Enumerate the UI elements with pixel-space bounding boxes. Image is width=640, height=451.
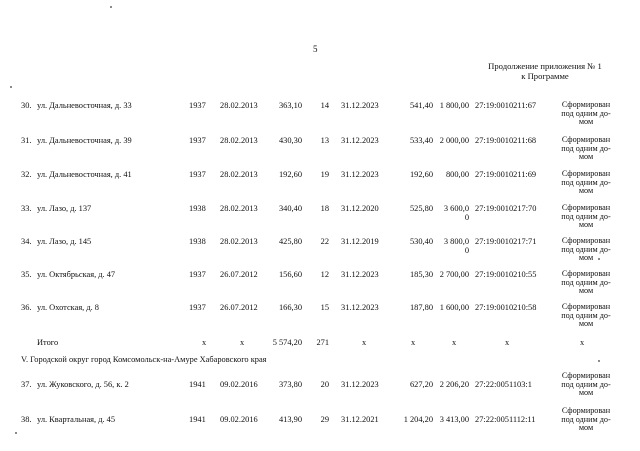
row-number: 31. — [21, 136, 32, 145]
row-area: 166,30 — [278, 303, 302, 312]
table-row — [0, 101, 640, 125]
row-date-included: 28.02.2013 — [220, 237, 258, 246]
total-date2: х — [362, 338, 367, 347]
row-cadastral-number: 27:19:0010217:71 — [475, 237, 537, 246]
row-value-1: 1 204,20 — [403, 415, 433, 424]
row-year: 1937 — [189, 270, 206, 279]
row-date-planned: 31.12.2023 — [341, 270, 379, 279]
row-area: 156,60 — [278, 270, 302, 279]
row-area: 430,30 — [278, 136, 302, 145]
row-date-planned: 31.12.2021 — [341, 415, 379, 424]
row-address: ул. Лазо, д. 145 — [37, 237, 92, 246]
row-value-2: 3 600,0 0 — [443, 204, 469, 222]
row-status: Сформирован под одним до- мом — [561, 371, 611, 397]
table-row — [0, 204, 640, 228]
note-line-2: к Программе — [521, 71, 569, 81]
row-value-1: 187,80 — [409, 303, 433, 312]
row-area: 373,80 — [278, 380, 302, 389]
row-value-2: 800,00 — [445, 170, 469, 179]
row-cadastral-number: 27:22:0051112:11 — [475, 415, 536, 424]
row-area: 425,80 — [278, 237, 302, 246]
total-label: Итого — [37, 338, 59, 347]
row-residents: 13 — [320, 136, 329, 145]
row-value-2: 2 000,00 — [439, 136, 469, 145]
row-status: Сформирован под одним до- мом — [561, 100, 611, 126]
row-cadastral-number: 27:22:0051103:1 — [475, 380, 532, 389]
row-date-planned: 31.12.2023 — [341, 380, 379, 389]
row-status: Сформирован под одним до- мом — [561, 236, 611, 262]
row-value-1: 627,20 — [409, 380, 433, 389]
row-date-planned: 31.12.2020 — [341, 204, 379, 213]
total-value-1: х — [411, 338, 416, 347]
total-date1: х — [240, 338, 245, 347]
row-year: 1937 — [189, 303, 206, 312]
row-address: ул. Октябрьская, д. 47 — [37, 270, 116, 279]
row-status: Сформирован под одним до- мом — [561, 169, 611, 195]
page-number: 5 — [313, 44, 318, 54]
total-residents: 271 — [316, 338, 329, 347]
row-date-planned: 31.12.2023 — [341, 170, 379, 179]
table-row — [0, 371, 640, 404]
total-area: 5 574,20 — [272, 338, 302, 347]
total-status: х — [580, 338, 585, 347]
row-value-1: 541,40 — [409, 101, 433, 110]
section-title: V. Городской округ город Комсомольск-на-Амуре Хабаровского края — [21, 355, 267, 364]
row-area: 340,40 — [278, 204, 302, 213]
row-date-planned: 31.12.2019 — [341, 237, 379, 246]
row-address: ул. Лазо, д. 137 — [37, 204, 92, 213]
row-date-included: 09.02.2016 — [220, 415, 258, 424]
row-status: Сформирован под одним до- мом — [561, 135, 611, 161]
row-status: Сформирован под одним до- мом — [561, 269, 611, 295]
row-date-planned: 31.12.2023 — [341, 136, 379, 145]
row-number: 36. — [21, 303, 32, 312]
total-cadastre: х — [505, 338, 510, 347]
row-value-2: 2 206,20 — [439, 380, 469, 389]
row-residents: 20 — [320, 380, 329, 389]
row-date-included: 26.07.2012 — [220, 303, 258, 312]
row-cadastral-number: 27:19:0010210:55 — [475, 270, 537, 279]
row-residents: 29 — [320, 415, 329, 424]
row-cadastral-number: 27:19:0010217:70 — [475, 204, 537, 213]
table-row — [0, 270, 640, 294]
row-date-included: 26.07.2012 — [220, 270, 258, 279]
row-cadastral-number: 27:19:0010211:68 — [475, 136, 537, 145]
appendix-continuation-note — [480, 61, 610, 81]
row-value-2: 2 700,00 — [439, 270, 469, 279]
table-row — [0, 303, 640, 327]
total-year: х — [202, 338, 207, 347]
row-year: 1937 — [189, 136, 206, 145]
row-number: 33. — [21, 204, 32, 213]
row-status: Сформирован под одним до- мом — [561, 203, 611, 229]
table-row — [0, 406, 640, 439]
table-row — [0, 136, 640, 160]
scan-speck — [15, 432, 17, 434]
row-status: Сформирован под одним до- мом — [561, 406, 611, 432]
row-value-1: 530,40 — [409, 237, 433, 246]
row-year: 1941 — [189, 415, 206, 424]
scan-speck — [110, 6, 112, 8]
row-residents: 14 — [320, 101, 329, 110]
row-year: 1938 — [189, 204, 206, 213]
row-date-included: 09.02.2016 — [220, 380, 258, 389]
row-address: ул. Жуковского, д. 56, к. 2 — [37, 380, 129, 389]
row-residents: 18 — [320, 204, 329, 213]
note-line-1: Продолжение приложения № 1 — [488, 61, 602, 71]
row-year: 1937 — [189, 101, 206, 110]
row-address: ул. Квартальная, д. 45 — [37, 415, 116, 424]
row-number: 30. — [21, 101, 32, 110]
row-date-planned: 31.12.2023 — [341, 303, 379, 312]
row-number: 38. — [21, 415, 32, 424]
row-date-included: 28.02.2013 — [220, 136, 258, 145]
row-residents: 15 — [320, 303, 329, 312]
row-status: Сформирован под одним до- мом — [561, 302, 611, 328]
row-value-2: 1 600,00 — [439, 303, 469, 312]
row-address: ул. Охотская, д. 8 — [37, 303, 99, 312]
scan-speck — [10, 86, 12, 88]
scan-speck — [598, 258, 600, 260]
row-value-1: 192,60 — [409, 170, 433, 179]
table-row — [0, 170, 640, 194]
row-value-2: 1 800,00 — [439, 101, 469, 110]
row-area: 363,10 — [278, 101, 302, 110]
row-number: 34. — [21, 237, 32, 246]
row-value-2: 3 800,0 0 — [443, 237, 469, 255]
row-value-1: 185,30 — [409, 270, 433, 279]
table-row — [0, 237, 640, 261]
row-area: 192,60 — [278, 170, 302, 179]
row-address: ул. Дальневосточная, д. 41 — [37, 170, 132, 179]
row-year: 1937 — [189, 170, 206, 179]
row-residents: 12 — [320, 270, 329, 279]
row-value-2: 3 413,00 — [439, 415, 469, 424]
row-date-included: 28.02.2013 — [220, 170, 258, 179]
total-value-2: х — [452, 338, 457, 347]
row-address: ул. Дальневосточная, д. 33 — [37, 101, 132, 110]
row-number: 32. — [21, 170, 32, 179]
row-cadastral-number: 27:19:0010211:67 — [475, 101, 537, 110]
row-date-planned: 31.12.2023 — [341, 101, 379, 110]
row-value-1: 525,80 — [409, 204, 433, 213]
row-date-included: 28.02.2013 — [220, 204, 258, 213]
scan-speck — [598, 360, 600, 362]
row-year: 1941 — [189, 380, 206, 389]
row-number: 37. — [21, 380, 32, 389]
row-residents: 19 — [320, 170, 329, 179]
row-area: 413,90 — [278, 415, 302, 424]
row-residents: 22 — [320, 237, 329, 246]
row-value-1: 533,40 — [409, 136, 433, 145]
row-year: 1938 — [189, 237, 206, 246]
row-number: 35. — [21, 270, 32, 279]
row-cadastral-number: 27:19:0010211:69 — [475, 170, 537, 179]
row-address: ул. Дальневосточная, д. 39 — [37, 136, 132, 145]
row-date-included: 28.02.2013 — [220, 101, 258, 110]
row-cadastral-number: 27:19:0010210:58 — [475, 303, 537, 312]
